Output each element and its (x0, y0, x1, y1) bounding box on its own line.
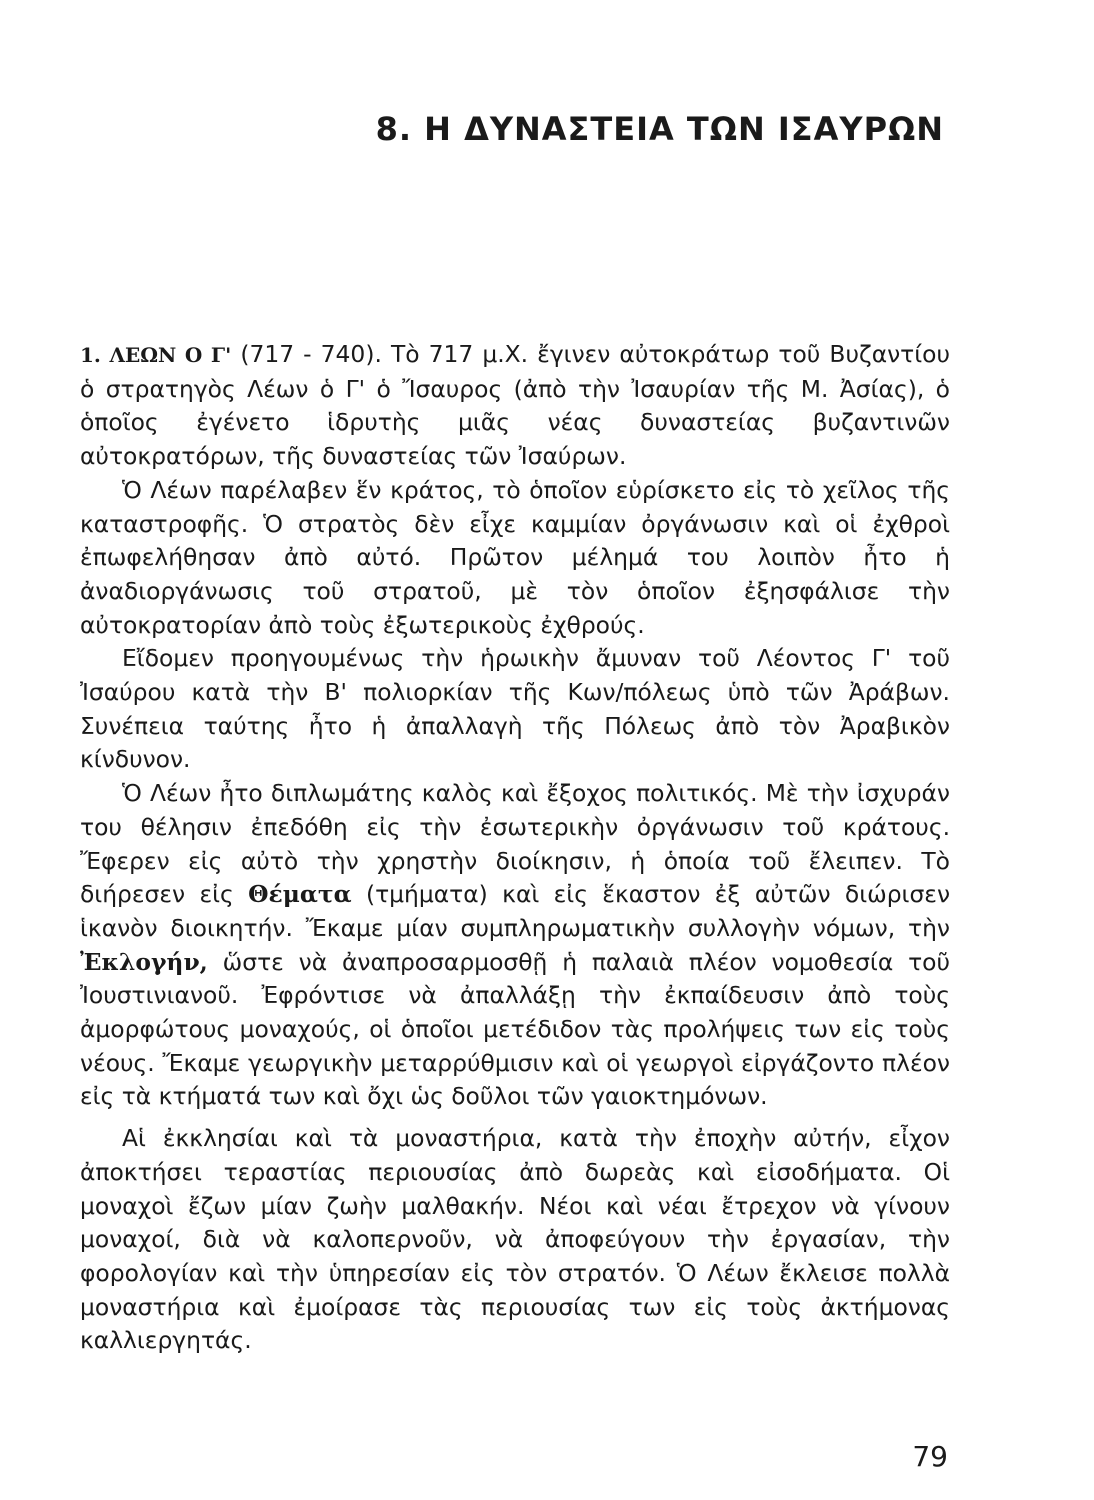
paragraph-3: Εἴδομεν προηγουμένως τὴν ἡρωικὴν ἄμυναν τοῦ Λέοντος Γ' τοῦ Ἰσαύρου κατὰ τὴν Β' πολιορκίαν τῆς Κων/πόλεως ὑπὸ τῶν Ἀράβων. Συνέπεια ταύτης ἦτο ἡ ἀπαλλαγὴ τῆς Πόλεως ἀπὸ τὸν Ἀραβικὸν κίνδυνον. (80, 644, 950, 774)
paragraph-4-text-a: Ὁ Λέων ἦτο διπλωμάτης καλὸς καὶ ἔξοχος πολιτικός. Μὲ τὴν ἰσχυράν του θέλησιν ἐπεδόθη εἰς τὴν ἐσωτερικὴν ὀργάνωσιν τοῦ κράτους. Ἔφερεν εἰς αὐτὸ τὴν χρηστὴν διοίκησιν, ἡ ὁποία τοῦ ἔλειπεν. Τὸ διήρεσεν εἰς (80, 779, 950, 909)
paragraph-1 (80, 338, 950, 474)
page-number: 79 (912, 1440, 948, 1473)
paragraph-5: Αἱ ἐκκλησίαι καὶ τὰ μοναστήρια, κατὰ τὴν ἐποχὴν αὐτήν, εἶχον ἀποκτήσει τεραστίας περιουσίας ἀπὸ δωρεὰς καὶ εἰσοδήματα. Οἱ μοναχοὶ ἔζων μίαν ζωὴν μαλθακήν. Νέοι καὶ νέαι ἔτρεχον νὰ γίνουν μοναχοί, διὰ νὰ καλοπερνοῦν, νὰ ἀποφεύγουν τὴν ἐργασίαν, τὴν φορολογίαν καὶ τὴν ὑπηρεσίαν εἰς τὸν στρατόν. Ὁ Λέων ἔκλεισε πολλὰ μοναστήρια καὶ ἐμοίρασε τὰς περιουσίας των εἰς τοὺς ἀκτήμονας καλλιεργητάς. (80, 1124, 950, 1355)
paragraph-4 (80, 777, 950, 1114)
paragraph-2: Ὁ Λέων παρέλαβεν ἕν κράτος, τὸ ὁποῖον εὑρίσκετο εἰς τὸ χεῖλος τῆς καταστροφῆς. Ὁ στρατὸς δὲν εἶχε καμμίαν ὀργάνωσιν καὶ οἱ ἐχθροὶ ἐπωφελήθησαν ἀπὸ αὐτό. Πρῶτον μέλημά του λοιπὸν ἦτο ἡ ἀναδιοργάνωσις τοῦ στρατοῦ, μὲ τὸν ὁποῖον ἐξησφάλισε τὴν αὐτοκρατορίαν ἀπὸ τοὺς ἐξωτερικοὺς ἐχθρούς. (80, 475, 950, 639)
term-themata: Θέματα (248, 880, 352, 909)
chapter-title: 8. Η ΔΥΝΑΣΤΕΙΑ ΤΩΝ ΙΣΑΥΡΩΝ (375, 110, 944, 148)
body-text (80, 338, 950, 1358)
section-heading: 1. ΛΕΩΝ Ο Γ' (80, 343, 232, 367)
section-dates: (717 - 740). (240, 340, 382, 368)
paragraph-4-text-c: ὥστε νὰ ἀναπροσαρμοσθῇ ἡ παλαιὰ πλέον νομοθεσία τοῦ Ἰουστινιανοῦ. Ἐφρόντισε νὰ ἀπαλλάξῃ τὴν ἐκπαίδευσιν ἀπὸ τοὺς ἀμορφώτους μοναχούς, οἱ ὁποῖοι μετέδιδον τὰς προλήψεις των εἰς τοὺς νέους. Ἔκαμε γεωργικὴν μεταρρύθμισιν καὶ οἱ γεωργοὶ εἰργάζοντο πλέον εἰς τὰ κτήματά των καὶ ὄχι ὡς δοῦλοι τῶν γαιοκτημόνων. (80, 947, 951, 1111)
paragraph-1-text: Τὸ 717 μ.Χ. ἔγινεν αὐτοκράτωρ τοῦ Βυζαντίου ὁ στρατηγὸς Λέων ὁ Γ' ὁ Ἴσαυρος (ἀπὸ τὴν Ἰσαυρίαν τῆς Μ. Ἀσίας), ὁ ὁποῖος ἐγένετο ἱδρυτὴς μιᾶς νέας δυναστείας βυζαντινῶν αὐτοκρατόρων, τῆς δυναστείας τῶν Ἰσαύρων. (80, 340, 951, 471)
paragraph-4-text-b: (τμήματα) καὶ εἰς ἕκαστον ἐξ αὐτῶν διώρισεν ἱκανὸν διοικητήν. Ἔκαμε μίαν συμπληρωματικὴν συλλογὴν νόμων, τὴν (80, 880, 951, 942)
term-ekloge: Ἐκλογήν, (80, 947, 208, 976)
